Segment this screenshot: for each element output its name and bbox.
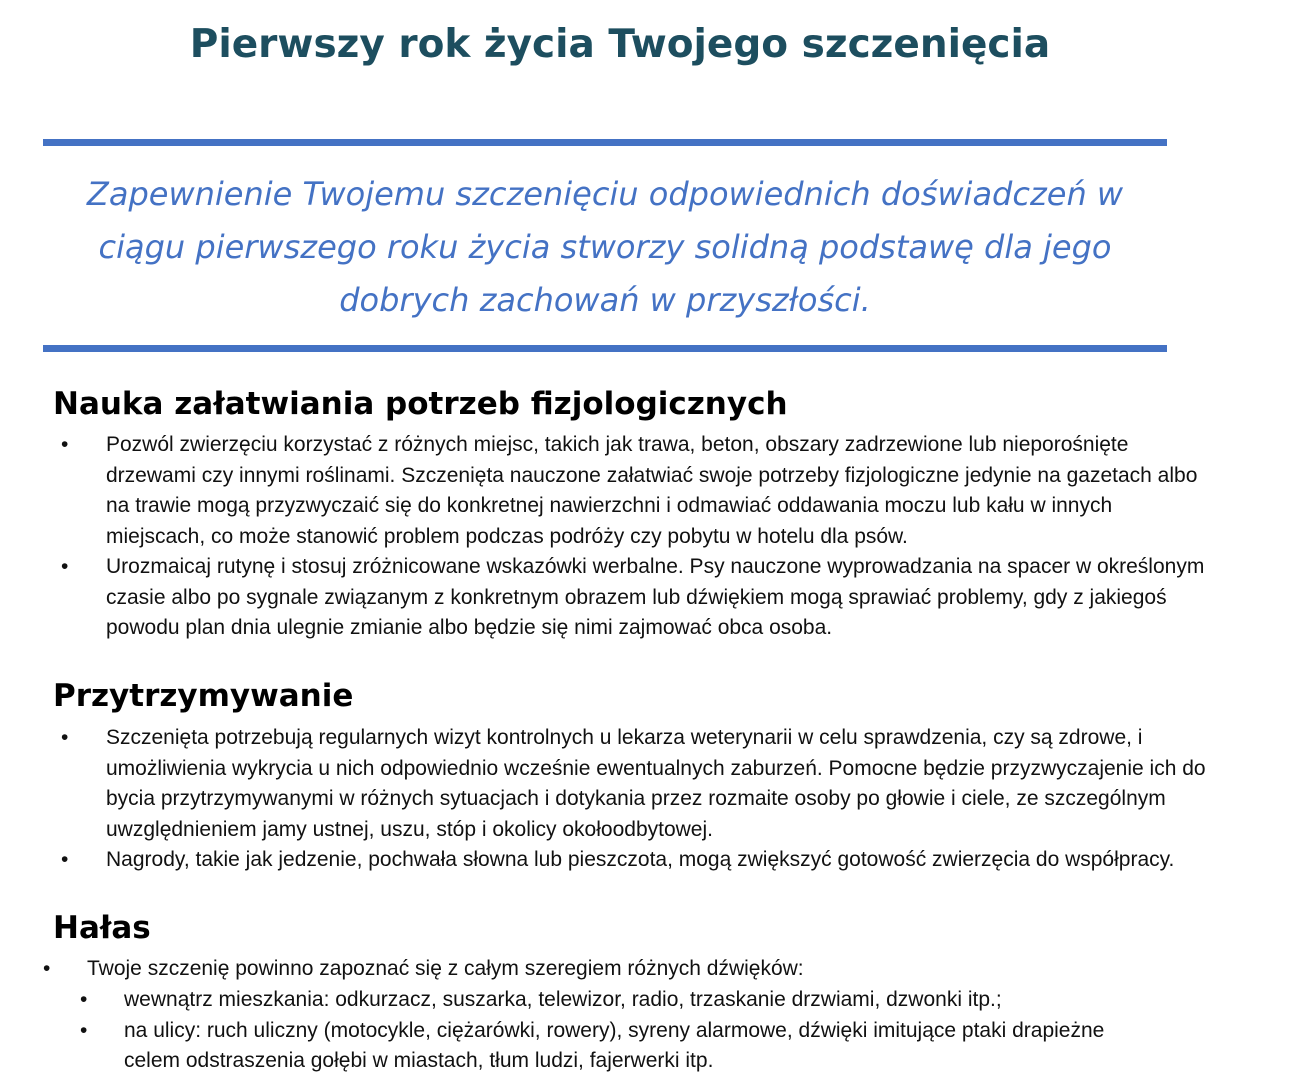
list-item [61,723,1216,845]
noise-intro-list [43,954,1237,985]
section-heading-toilet-training: Nauka załatwiania potrzeb fizjologicznych [53,386,788,422]
bullet-icon: • [61,848,69,871]
bullet-icon: • [61,726,69,749]
top-divider [43,139,1167,146]
bullet-icon: • [61,555,69,578]
section-heading-noise: Hałas [53,910,151,946]
bullet-icon: • [80,1018,88,1042]
bullet-icon: • [43,957,51,980]
list-item-text: Szczenięta potrzebują regularnych wizyt kontrolnych u lekarza weterynarii w celu sprawdzenia, czy są zdrowe, i umożliwienia wykrycia u nich odpowiednio wcześnie ewentualnych zaburzeń. Pomocne będzie przyzwyczajenie ich do bycia przytrzymywanymi w różnych sytuacjach i dotykania przez rozmaite osoby po głowie i ciele, ze szczególnym uwzględnieniem jamy ustnej, uszu, stóp i okolicy okołoodbytowej. [106,726,1206,841]
intro-quote: Zapewnienie Twojemu szczenięciu odpowiednich doświadczeń w ciągu pierwszego roku życia stworzy solidną podstawę dla jego dobrych zachowań w przyszłości. [86,175,1124,319]
handling-list [61,723,1216,876]
list-item [80,1016,1124,1077]
bullet-icon: • [61,433,69,456]
list-item-text: na ulicy: ruch uliczny (motocykle, ciężarówki, rowery), syreny alarmowe, dźwięki imitujące ptaki drapieżne celem odstraszenia gołębi w miastach, tłum ludzi, fajerwerki itp. [124,1018,1105,1072]
list-item [43,954,1237,985]
list-item-text: wewnątrz mieszkania: odkurzacz, suszarka, telewizor, radio, trzaskanie drzwiami, dzwonki itp.; [124,988,1002,1011]
list-item [61,845,1216,876]
page-title: Pierwszy rok życia Twojego szczenięcia [189,22,1051,67]
noise-sublist [80,985,1124,1077]
list-item-text: Pozwól zwierzęciu korzystać z różnych miejsc, takich jak trawa, beton, obszary zadrzewione lub nieporośnięte drzewami czy innymi roślinami. Szczenięta nauczone załatwiać swoje potrzeby fizjologiczne jedynie na gazetach albo na trawie mogą przyzwyczaić się do konkretnej nawierzchni i odmawiać oddawania moczu lub kału w innych miejscach, co może stanowić problem podczas podróży czy pobytu w hotelu dla psów. [106,433,1198,548]
list-item [61,552,1216,644]
list-item [61,430,1216,552]
list-item-text: Urozmaicaj rutynę i stosuj zróżnicowane wskazówki werbalne. Psy nauczone wyprowadzania na spacer w określonym czasie albo po sygnale związanym z konkretnym obrazem lub dźwiękiem mogą sprawiać problemy, gdy z jakiegoś powodu plan dnia ulegnie zmianie albo będzie się nimi zajmować obca osoba. [106,555,1205,639]
list-item [80,985,1124,1016]
toilet-training-list [61,430,1216,644]
bottom-divider [43,345,1167,352]
list-item-text: Nagrody, takie jak jedzenie, pochwała słowna lub pieszczota, mogą zwiększyć gotowość zwierzęcia do współpracy. [106,848,1175,871]
list-item-text: Twoje szczenię powinno zapoznać się z całym szeregiem różnych dźwięków: [87,957,804,980]
bullet-icon: • [80,988,88,1011]
section-heading-handling: Przytrzymywanie [53,678,354,714]
